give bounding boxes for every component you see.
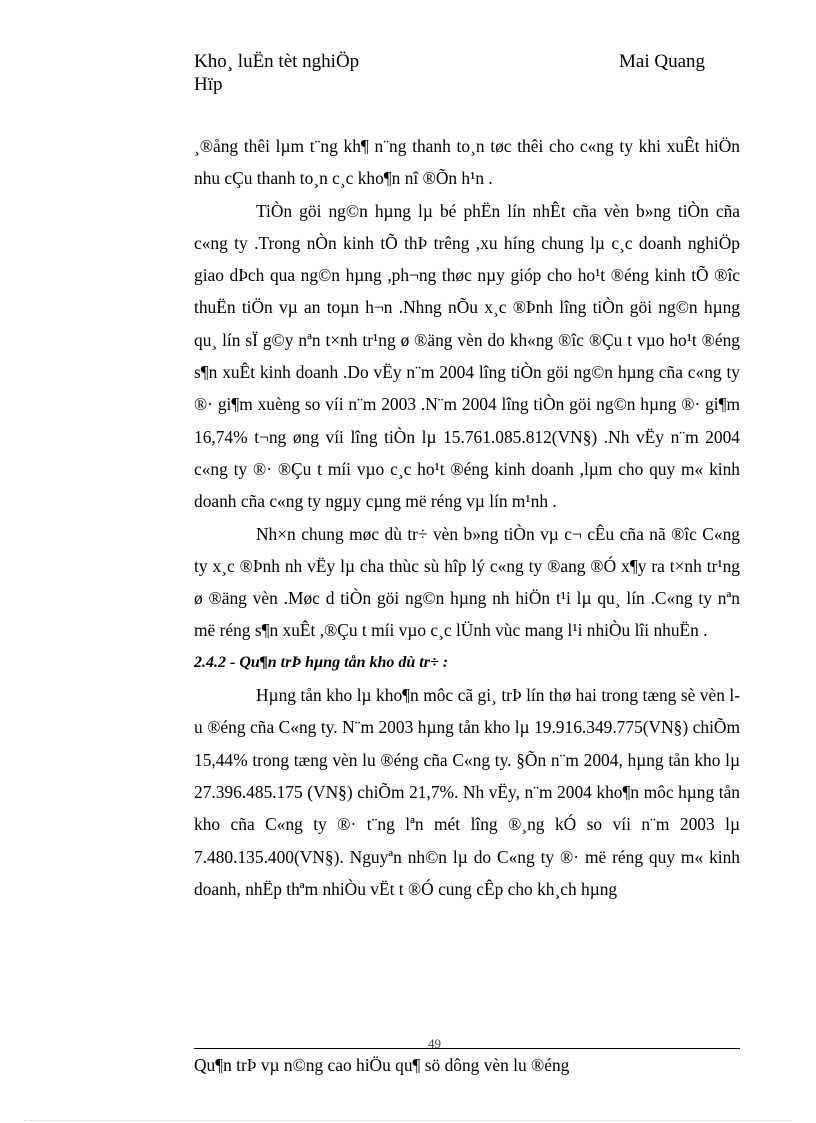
header-title-line1: Kho¸ luËn tèt nghiÖp xyxy=(194,51,360,72)
paragraph-1: ¸®ång thêi lµm t¨ng kh¶ n¨ng thanh to¸n tøc thêi cho c«ng ty khi xuÊt hiÖn nhu cÇu thanh to¸n c¸c kho¶n nî ®Õn h¹n . xyxy=(194,136,740,189)
paragraph-4: Hµng tån kho lµ kho¶n môc cã gi¸ trÞ lín thø hai trong tæng sè vèn lu ®éng cña C«ng ty. N¨m 2003 hµng tån kho lµ 19.916.349.775(VN§) chiÕm 15,44% trong tæng vèn lu ®éng cña C«ng ty. §Õn n¨m 2004, hµng tån kho lµ 27.396.485.175 (VN§) chiÕm 21,7%. Nh vËy, n¨m 2004 kho¶n môc hµng tån kho cña C«ng ty ®· t¨ng lªn mét lîng ®¸ng kÓ so víi n¨m 2003 lµ 7.480.135.400(VN§). Nguyªn nh©n lµ do C«ng ty ®· më réng quy m« kinh doanh, nhËp thªm nhiÒu vËt t ®Ó cung cÊp cho kh¸ch hµng xyxy=(194,685,740,899)
document-body xyxy=(194,130,740,905)
document-header-title xyxy=(194,50,454,96)
section-heading: 2.4.2 - Qu¶n trÞ hµng tån kho dù tr÷ : xyxy=(194,653,449,671)
document-header-author: Mai Quang xyxy=(619,51,706,72)
page-bottom-edge xyxy=(24,1120,792,1121)
paragraph-3: Nh×n chung møc dù tr÷ vèn b»ng tiÒn vµ c¬ cÊu cña nã ®îc C«ng ty x¸c ®Þnh nh vËy lµ cha thùc sù hîp lý c«ng ty ®ang ®Ó x¶y ra t×nh tr¹ng ø ®äng vèn .Møc d tiÒn göi ng©n hµng nh hiÖn t¹i lµ qu¸ lín .C«ng ty nªn më réng s¶n xuÊt ,®Çu t míi vµo c¸c lÜnh vùc mang l¹i nhiÒu lîi nhuËn . xyxy=(194,523,740,641)
page-number: 49 xyxy=(428,1036,441,1051)
footer-text: Qu¶n trÞ vµ n©ng cao hiÖu qu¶ sö dông vèn lu ®éng xyxy=(194,1055,570,1075)
header-title-line2: Hïp xyxy=(194,74,223,95)
paragraph-2: TiÒn göi ng©n hµng lµ bé phËn lín nhÊt cña vèn b»ng tiÒn cña c«ng ty .Trong nÒn kinh tÕ thÞ trêng ,xu híng chung lµ c¸c doanh nghiÖp giao dÞch qua ng©n hµng ,ph¬ng thøc nµy gióp cho ho¹t ®éng kinh tÕ ®îc thuËn tiÖn vµ an toµn h¬n .Nhng nÕu x¸c ®Þnh lîng tiÒn göi ng©n hµng qu¸ lín sÏ g©y nªn t×nh tr¹ng ø ®äng vèn do kh«ng ®îc ®Çu t vµo ho¹t ®éng s¶n xuÊt kinh doanh .Do vËy n¨m 2004 lîng tiÒn göi ng©n hµng cña c«ng ty ®· gi¶m xuèng so víi n¨m 2003 .N¨m 2004 lîng tiÒn göi ng©n hµng ®· gi¶m 16,74% t¬ng øng víi lîng tiÒn lµ 15.761.085.812(VN§) .Nh vËy n¨m 2004 c«ng ty ®· ®Çu t míi vµo c¸c ho¹t ®éng kinh doanh ,lµm cho quy m« kinh doanh cña c«ng ty ngµy cµng më réng vµ lín m¹nh . xyxy=(194,200,740,512)
footer-divider xyxy=(194,1048,740,1049)
